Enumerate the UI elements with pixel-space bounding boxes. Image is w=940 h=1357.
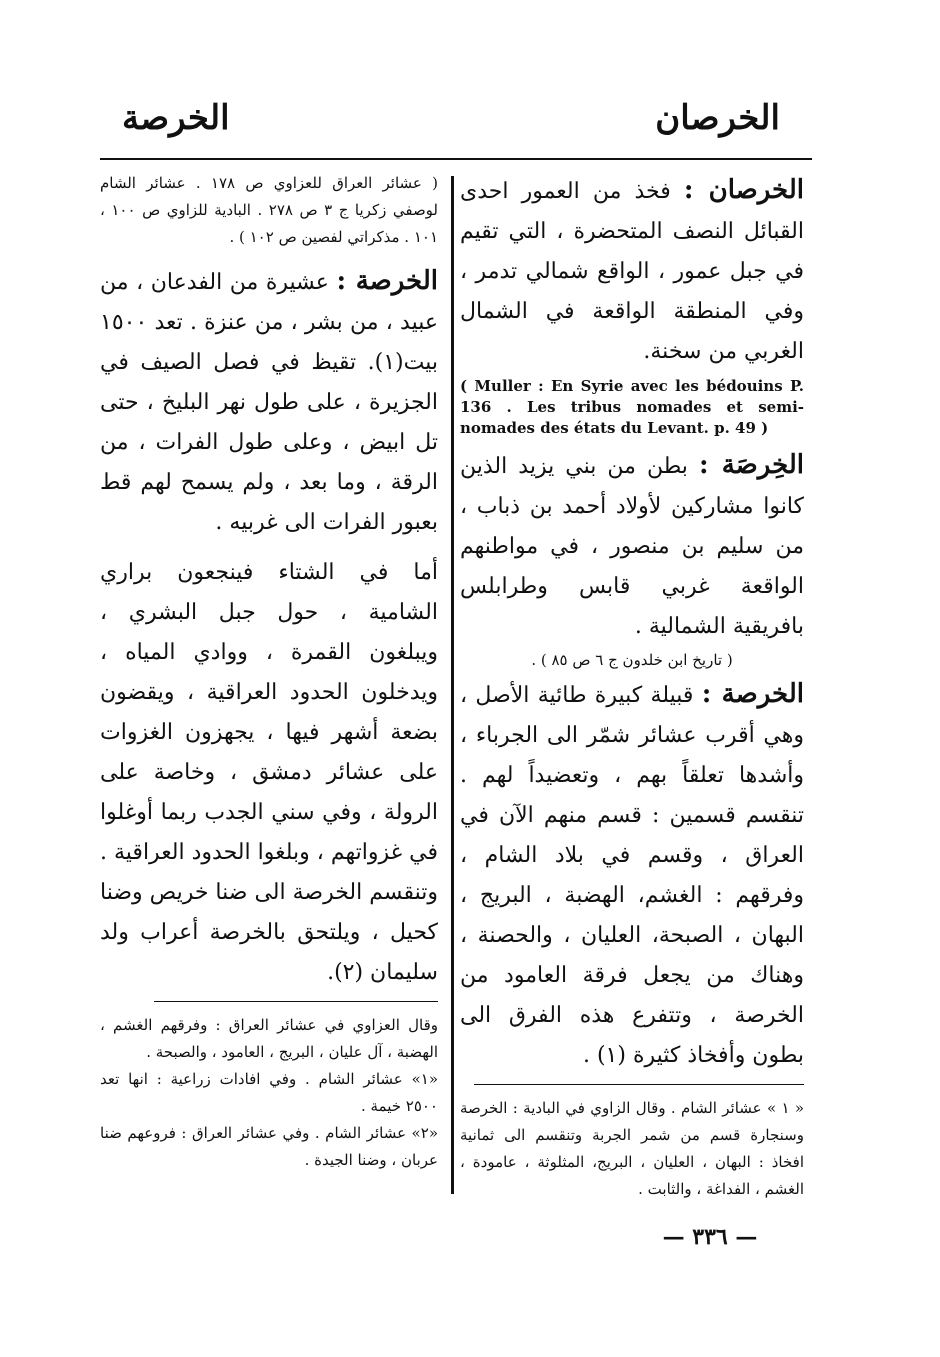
entry-source-latin: ( Muller : En Syrie avec les bédouins P. 136 . Les tribus nomades et semi-nomades des états du Levant. p. 49 ) (460, 377, 804, 437)
footnote-intro: وقال العزاوي في عشائر العراق : وفرقهم الغشم ، الهضبة ، آل عليان ، البريج ، العامود ، والصبحة . (100, 1016, 438, 1061)
entry-khursan (460, 170, 804, 372)
page-number: — ٣٣٦ — (662, 1224, 758, 1250)
left-column (100, 170, 438, 1220)
entry-text: عشيرة من الفدعان ، من عبيد ، من بشر ، من عنزة . تعد ١٥٠٠ بيت(١). تقيظ في فصل الصيف في الجزيرة ، على طول نهر البليخ ، حتى تل ابيض ، وعلى طول الفرات ، من الرقة ، وما بعد ، ولم يسمح لهم قط بعبور الفرات الى غربيه . (100, 270, 438, 535)
entry-paragraph-winter: أما في الشتاء فينجعون براري الشامية ، حول جبل البشري ، ويبلغون القمرة ، ووادي المياه ، ويدخلون الحدود العراقية ، ويقضون بضعة أشهر فيها ، يجهزون الغزوات على عشائر دمشق ، وخاصة على الرولة ، وفي سني الجدب ربما أوغلوا في غزواتهم ، وبلغوا الحدود العراقية . وتنقسم الخرصة الى ضنا خريص وضنا كحيل ، ويلتحق بالخرصة أعراب ولد سليمان (٢). (99, 560, 438, 985)
entry-text: بطن من بني يزيد الذين كانوا مشاركين لأولاد أحمد بن ذباب ، من سليم بن منصور ، في مواطنهم الواقعة غربي قابس وطرابلس بافريقية الشمالية . (460, 454, 804, 639)
entry-term: الخرصان : (683, 175, 804, 205)
entry-khirsa-2 (460, 674, 804, 1076)
footnote-rule (154, 1001, 438, 1002)
entry-khursa-fadaan (100, 261, 438, 543)
entry-text: قبيلة كبيرة طائية الأصل ، وهي أقرب عشائر شمّر الى الجرباء ، وأشدها تعلقاً بهم ، وتعضيداً لهم . تنقسم قسمين : قسم منهم الآن في العراق ، وقسم في بلاد الشام ، وفرقهم : الغشم، الهضبة ، البريج ، البهان ، الصبحة، العليان ، والحصنة ، وهناك من يجعل فرقة العامود من الخرصة ، وتتفرع هذه الفرق الى بطون وأفخاذ كثيرة (١) . (460, 683, 804, 1068)
column-divider (451, 176, 454, 1194)
header-rule (100, 158, 812, 160)
footnote-rule (474, 1084, 804, 1085)
entry-term: الخرصة : (701, 679, 804, 709)
entry-text: فخذ من العمور احدى القبائل النصف المتحضرة ، التي تقيم في جبل عمور ، الواقع شمالي تدمر ، وفي المنطقة الواقعة في الشمال الغربي من سخنة. (460, 179, 804, 364)
footnote-1: «١» عشائر الشام . وفي افادات زراعية : انها تعد ٢٥٠٠ خيمة . (100, 1070, 438, 1115)
entry-term: الخرصة : (336, 266, 438, 296)
running-header-left: الخرصة (122, 98, 230, 138)
footnote: « ١ » عشائر الشام . وقال الزاوي في البادية : الخرصة وسنجارة قسم من شمر الجربة وتنقسم الى ثمانية افخاذ : البهان ، العليان ، البريج، المثلوثة ، عامودة ، الغشم ، الفداغة ، والثابت . (460, 1099, 804, 1198)
running-header-right: الخرصان (655, 98, 780, 138)
entry-source: ( تاريخ ابن خلدون ج ٦ ص ٨٥ ) . (531, 651, 733, 669)
continued-source: ( عشائر العراق للعزاوي ص ١٧٨ . عشائر الشام لوصفي زكريا ج ٣ ص ٢٧٨ . البادية للزاوي ص ١٠٠ ، ١٠١ . مذكراتي لفصين ص ١٠٢ ) . (100, 174, 439, 246)
entry-term: الخِرصَة : (699, 450, 805, 480)
right-column (460, 170, 804, 1220)
footnote-2: «٢» عشائر الشام . وفي عشائر العراق : فروعهم ضنا عربان ، وضنا الجيدة . (100, 1124, 438, 1169)
entry-khirsa-1 (460, 445, 804, 647)
